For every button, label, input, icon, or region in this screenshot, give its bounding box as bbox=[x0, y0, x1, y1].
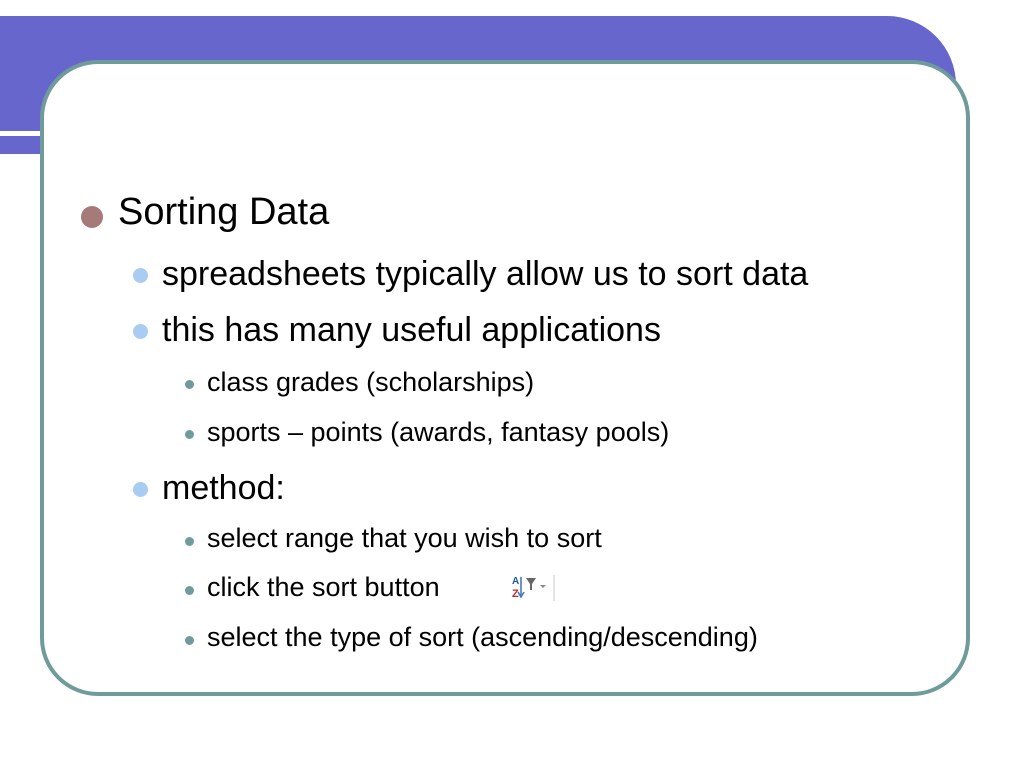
sub-bullet-point: select the type of sort (ascending/descending) bbox=[207, 622, 758, 652]
level3-bullet bbox=[185, 380, 194, 389]
level3-bullet bbox=[185, 537, 194, 546]
level2-bullet bbox=[133, 324, 148, 339]
svg-text:Z: Z bbox=[512, 588, 519, 600]
level2-bullet bbox=[133, 482, 148, 497]
sort-az-icon bbox=[510, 573, 556, 603]
level3-bullet bbox=[185, 636, 194, 645]
bullet-point: method: bbox=[162, 469, 285, 507]
svg-text:A: A bbox=[512, 576, 520, 587]
sub-bullet-point: class grades (scholarships) bbox=[207, 367, 535, 397]
bullet-point: spreadsheets typically allow us to sort data bbox=[162, 255, 809, 293]
sub-bullet-point: sports – points (awards, fantasy pools) bbox=[207, 417, 670, 447]
bullet-point: this has many useful applications bbox=[162, 311, 661, 349]
sub-bullet-point: select range that you wish to sort bbox=[207, 523, 602, 553]
level3-bullet bbox=[185, 430, 194, 439]
level1-bullet bbox=[81, 206, 103, 228]
level2-bullet bbox=[133, 268, 148, 283]
slide-heading: Sorting Data bbox=[118, 191, 330, 233]
level3-bullet bbox=[185, 586, 194, 595]
sub-bullet-point: click the sort button bbox=[207, 572, 440, 602]
